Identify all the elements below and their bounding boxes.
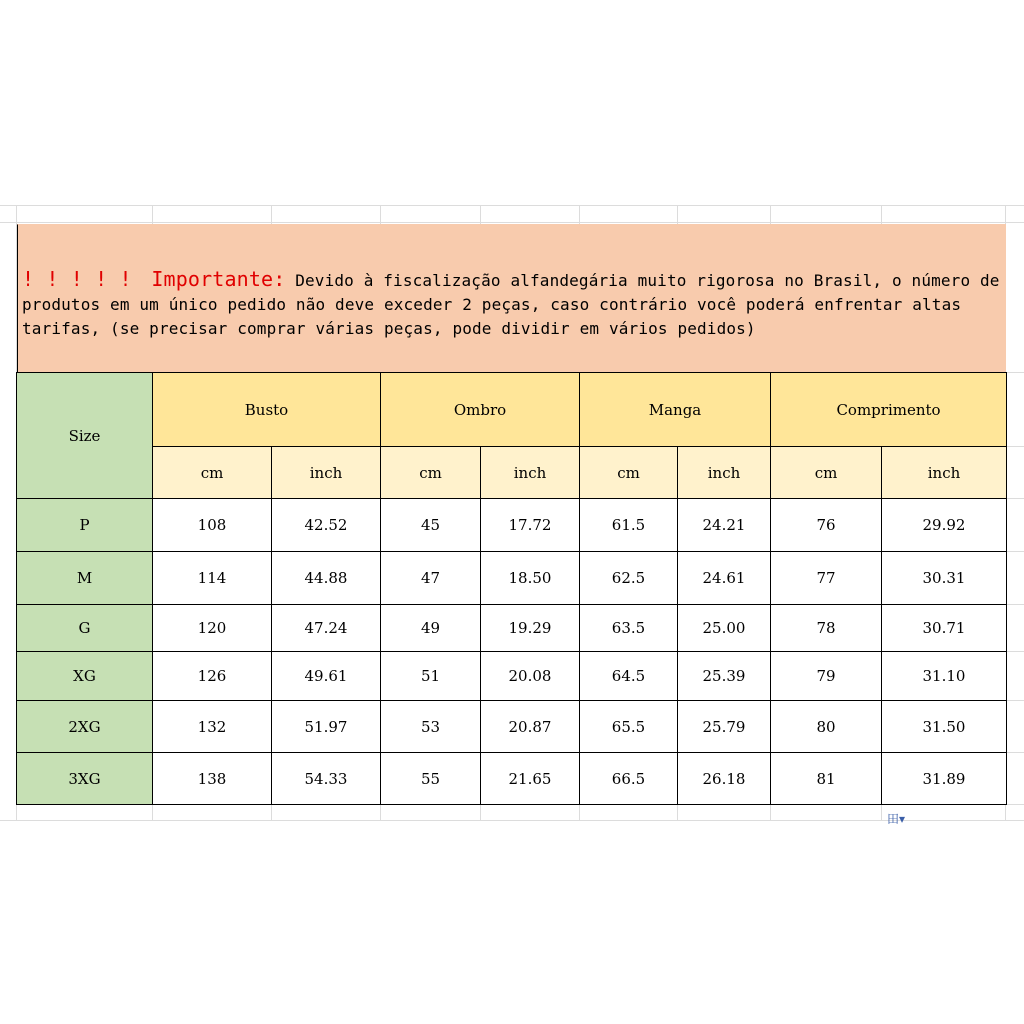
size-cell[interactable]: P	[17, 499, 153, 552]
value-cell[interactable]: 78	[771, 605, 882, 652]
size-table	[16, 372, 1007, 805]
value-cell[interactable]: 18.50	[481, 552, 580, 605]
gridline	[480, 805, 481, 820]
group-header-manga[interactable]: Manga	[580, 373, 771, 447]
value-cell[interactable]: 132	[153, 701, 272, 753]
gridline	[770, 205, 771, 225]
value-cell[interactable]: 44.88	[272, 552, 381, 605]
gridline	[1006, 804, 1024, 805]
value-cell[interactable]: 30.71	[882, 605, 1007, 652]
gridline	[1006, 446, 1024, 447]
table-row	[17, 753, 1007, 805]
unit-header[interactable]: inch	[481, 447, 580, 499]
value-cell[interactable]: 20.08	[481, 652, 580, 701]
unit-header[interactable]: inch	[678, 447, 771, 499]
value-cell[interactable]: 66.5	[580, 753, 678, 805]
gridline	[1006, 752, 1024, 753]
value-cell[interactable]: 138	[153, 753, 272, 805]
notice-body: Devido à fiscalização alfandegária muito rigorosa no Brasil, o número de produtos em um único pedido não deve exceder 2 peças, caso contrário você poderá enfrentar altas tarifas, (se precisar comprar várias peças, pode dividir em vários pedidos)	[22, 271, 1000, 338]
value-cell[interactable]: 55	[381, 753, 481, 805]
gridline	[677, 205, 678, 225]
size-cell[interactable]: G	[17, 605, 153, 652]
gridline	[677, 805, 678, 820]
gridline	[1005, 205, 1006, 225]
value-cell[interactable]: 25.79	[678, 701, 771, 753]
gridline	[1005, 805, 1006, 820]
gridline	[770, 805, 771, 820]
gridline	[1006, 551, 1024, 552]
gridline	[0, 820, 1024, 821]
unit-header[interactable]: cm	[771, 447, 882, 499]
table-row	[17, 701, 1007, 753]
gridline	[1006, 700, 1024, 701]
unit-header[interactable]: cm	[580, 447, 678, 499]
value-cell[interactable]: 42.52	[272, 499, 381, 552]
gridline	[0, 222, 1024, 223]
value-cell[interactable]: 25.39	[678, 652, 771, 701]
gridline	[881, 205, 882, 225]
value-cell[interactable]: 64.5	[580, 652, 678, 701]
group-header-ombro[interactable]: Ombro	[381, 373, 580, 447]
size-header[interactable]: Size	[17, 373, 153, 499]
value-cell[interactable]: 51.97	[272, 701, 381, 753]
value-cell[interactable]: 25.00	[678, 605, 771, 652]
value-cell[interactable]: 19.29	[481, 605, 580, 652]
value-cell[interactable]: 51	[381, 652, 481, 701]
value-cell[interactable]: 20.87	[481, 701, 580, 753]
value-cell[interactable]: 80	[771, 701, 882, 753]
value-cell[interactable]: 65.5	[580, 701, 678, 753]
value-cell[interactable]: 17.72	[481, 499, 580, 552]
value-cell[interactable]: 31.50	[882, 701, 1007, 753]
notice-banner[interactable]	[17, 224, 1006, 373]
important-label: Importante:	[151, 267, 286, 291]
value-cell[interactable]: 63.5	[580, 605, 678, 652]
value-cell[interactable]: 77	[771, 552, 882, 605]
value-cell[interactable]: 120	[153, 605, 272, 652]
table-row	[17, 605, 1007, 652]
value-cell[interactable]: 61.5	[580, 499, 678, 552]
paste-options-icon[interactable]: 田▾	[887, 812, 906, 826]
value-cell[interactable]: 53	[381, 701, 481, 753]
gridline	[1006, 372, 1024, 373]
gridline	[380, 205, 381, 225]
unit-header[interactable]: cm	[153, 447, 272, 499]
notice-text	[22, 267, 1002, 341]
value-cell[interactable]: 47	[381, 552, 481, 605]
unit-header[interactable]: inch	[882, 447, 1007, 499]
gridline	[579, 205, 580, 225]
group-header-busto[interactable]: Busto	[153, 373, 381, 447]
value-cell[interactable]: 108	[153, 499, 272, 552]
unit-header[interactable]: inch	[272, 447, 381, 499]
value-cell[interactable]: 31.10	[882, 652, 1007, 701]
gridline	[881, 805, 882, 820]
gridline	[1006, 651, 1024, 652]
unit-header[interactable]: cm	[381, 447, 481, 499]
gridline	[579, 805, 580, 820]
size-cell[interactable]: M	[17, 552, 153, 605]
size-cell[interactable]: 3XG	[17, 753, 153, 805]
value-cell[interactable]: 79	[771, 652, 882, 701]
gridline	[271, 205, 272, 225]
gridline	[271, 805, 272, 820]
value-cell[interactable]: 21.65	[481, 753, 580, 805]
value-cell[interactable]: 49.61	[272, 652, 381, 701]
group-header-comprimento[interactable]: Comprimento	[771, 373, 1007, 447]
value-cell[interactable]: 24.21	[678, 499, 771, 552]
value-cell[interactable]: 54.33	[272, 753, 381, 805]
value-cell[interactable]: 45	[381, 499, 481, 552]
table-row	[17, 499, 1007, 552]
gridline	[1006, 604, 1024, 605]
value-cell[interactable]: 114	[153, 552, 272, 605]
value-cell[interactable]: 31.89	[882, 753, 1007, 805]
size-cell[interactable]: 2XG	[17, 701, 153, 753]
value-cell[interactable]: 47.24	[272, 605, 381, 652]
gridline	[1006, 498, 1024, 499]
size-cell[interactable]: XG	[17, 652, 153, 701]
value-cell[interactable]: 24.61	[678, 552, 771, 605]
value-cell[interactable]: 76	[771, 499, 882, 552]
gridline	[380, 805, 381, 820]
value-cell[interactable]: 81	[771, 753, 882, 805]
gridline	[480, 205, 481, 225]
value-cell[interactable]: 62.5	[580, 552, 678, 605]
table-row	[17, 652, 1007, 701]
value-cell[interactable]: 30.31	[882, 552, 1007, 605]
warning-marks: ! ! ! ! !	[22, 267, 132, 291]
value-cell[interactable]: 49	[381, 605, 481, 652]
value-cell[interactable]: 26.18	[678, 753, 771, 805]
table-row	[17, 552, 1007, 605]
value-cell[interactable]: 126	[153, 652, 272, 701]
value-cell[interactable]: 29.92	[882, 499, 1007, 552]
gridline	[0, 205, 1024, 206]
